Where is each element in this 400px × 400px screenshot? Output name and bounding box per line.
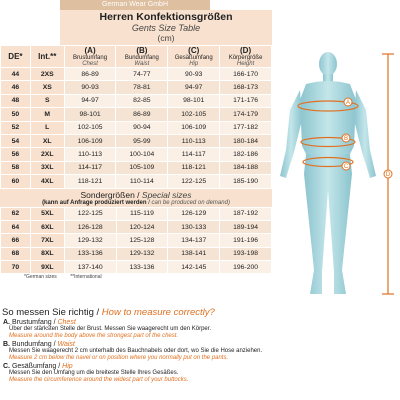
- footnote-int: **International: [70, 274, 102, 281]
- table-row: [1, 234, 272, 247]
- guide-item-text-de: Messen Sie den Umfang um die breiteste Stelle Ihres Gesäßes.: [9, 370, 179, 376]
- cell-de: 48: [1, 94, 31, 107]
- cell-b: 129-132: [116, 247, 168, 260]
- header-de: DE*: [1, 46, 31, 68]
- cell-a: 86-89: [64, 68, 116, 81]
- cell-de: 50: [1, 108, 31, 121]
- cell-c: 126-129: [168, 207, 220, 220]
- guide-item-text-en: Measure 2 cm below the navel or on position where you normally put on the pants.: [9, 355, 229, 361]
- size-table: [0, 45, 272, 189]
- cell-c: 138-141: [168, 247, 220, 260]
- cell-a: 118-121: [64, 175, 116, 188]
- cell-b: 110-114: [116, 175, 168, 188]
- cell-de: 68: [1, 247, 31, 260]
- cell-de: 44: [1, 68, 31, 81]
- marker-a: A: [345, 100, 351, 107]
- special-title-de: Sondergrößen: [80, 189, 135, 200]
- guide-item-name-de: Gesäßumfang: [11, 363, 57, 370]
- guide-item: [0, 319, 400, 340]
- cell-de: 60: [1, 175, 31, 188]
- guide-item: [0, 341, 400, 362]
- table-row: [1, 207, 272, 220]
- cell-b: 100-104: [116, 148, 168, 161]
- cell-int: 4XL: [30, 175, 64, 188]
- footnotes: [0, 274, 272, 282]
- cell-a: 98-101: [64, 108, 116, 121]
- cell-int: XS: [30, 81, 64, 94]
- table-header-row: [1, 46, 272, 68]
- guide-item-heading: B. Bundumfang / Waist: [3, 341, 75, 348]
- cell-b: 78-81: [116, 81, 168, 94]
- table-row: [1, 247, 272, 260]
- table-row: [1, 121, 272, 134]
- guide-item-text-en: Measure around the body above the strongest part of the chest.: [9, 333, 179, 339]
- cell-d: 182-186: [220, 148, 272, 161]
- guide-item-letter: C.: [3, 363, 10, 370]
- cell-int: 8XL: [30, 247, 64, 260]
- cell-int: M: [30, 108, 64, 121]
- cell-a: 137-140: [64, 261, 116, 274]
- cell-c: 142-145: [168, 261, 220, 274]
- special-size-table: [0, 207, 272, 275]
- marker-b: B: [343, 136, 349, 143]
- brand-banner: German Wear GmbH: [60, 0, 210, 10]
- cell-a: 106-109: [64, 134, 116, 147]
- cell-int: XL: [30, 134, 64, 147]
- guide-title: So messen Sie richtig / How to measure correctly?: [2, 307, 215, 318]
- cell-a: 94-97: [64, 94, 116, 107]
- cell-int: L: [30, 121, 64, 134]
- cell-d: 196-200: [220, 261, 272, 274]
- cell-c: 130-133: [168, 220, 220, 233]
- measurement-figure: [276, 50, 398, 302]
- cell-c: 98-101: [168, 94, 220, 107]
- cell-d: 185-190: [220, 175, 272, 188]
- cell-c: 110-113: [168, 134, 220, 147]
- cell-a: 129-132: [64, 234, 116, 247]
- cell-b: 133-136: [116, 261, 168, 274]
- table-row: [1, 220, 272, 233]
- cell-de: 52: [1, 121, 31, 134]
- cell-de: 66: [1, 234, 31, 247]
- special-note-en: can be produced on demand): [151, 199, 230, 206]
- table-row: [1, 94, 272, 107]
- silhouette-shape: [280, 52, 376, 294]
- special-note-de: (kann auf Anfrage produziert werden: [42, 199, 147, 206]
- guide-item-heading: A. Brustumfang / Chest: [3, 319, 76, 326]
- cell-de: 70: [1, 261, 31, 274]
- cell-b: 74-77: [116, 68, 168, 81]
- cell-c: 106-109: [168, 121, 220, 134]
- cell-int: 2XL: [30, 148, 64, 161]
- special-sizes-header: Sondergrößen / Special sizes (kann auf Anfrage produziert werden / can be produced on demand): [0, 189, 272, 207]
- table-unit: (cm): [157, 33, 175, 43]
- cell-b: 82-85: [116, 94, 168, 107]
- cell-int: 9XL: [30, 261, 64, 274]
- table-row: [1, 134, 272, 147]
- cell-de: 62: [1, 207, 31, 220]
- cell-b: 90-94: [116, 121, 168, 134]
- guide-item-name-de: Brustumfang: [11, 319, 52, 326]
- cell-d: 166-170: [220, 68, 272, 81]
- cell-c: 94-97: [168, 81, 220, 94]
- cell-de: 56: [1, 148, 31, 161]
- guide-item-heading: C. Gesäßumfang / Hip: [3, 363, 73, 370]
- cell-d: 174-179: [220, 108, 272, 121]
- cell-c: 134-137: [168, 234, 220, 247]
- header-int: Int.**: [30, 46, 64, 68]
- cell-a: 126-128: [64, 220, 116, 233]
- cell-d: 187-192: [220, 207, 272, 220]
- cell-b: 120-124: [116, 220, 168, 233]
- table-row: [1, 108, 272, 121]
- footnote-de: *German sizes: [24, 274, 57, 281]
- cell-d: 193-198: [220, 247, 272, 260]
- header-chest: (A) Brustumfang Chest: [64, 46, 116, 68]
- table-row: [1, 261, 272, 274]
- guide-item: [0, 363, 400, 384]
- guide-items: [0, 319, 400, 384]
- cell-b: 105-109: [116, 161, 168, 174]
- cell-int: 3XL: [30, 161, 64, 174]
- guide-item-name-en: Chest: [57, 319, 76, 326]
- cell-d: 168-173: [220, 81, 272, 94]
- cell-c: 118-121: [168, 161, 220, 174]
- standard-sizes-body: [1, 68, 272, 189]
- cell-c: 114-117: [168, 148, 220, 161]
- table-row: [1, 148, 272, 161]
- cell-a: 133-136: [64, 247, 116, 260]
- table-row: [1, 175, 272, 188]
- cell-d: 171-176: [220, 94, 272, 107]
- cell-d: 191-196: [220, 234, 272, 247]
- cell-c: 122-125: [168, 175, 220, 188]
- cell-int: 6XL: [30, 220, 64, 233]
- cell-int: 5XL: [30, 207, 64, 220]
- cell-c: 102-105: [168, 108, 220, 121]
- cell-b: 86-89: [116, 108, 168, 121]
- cell-int: S: [30, 94, 64, 107]
- cell-c: 90-93: [168, 68, 220, 81]
- cell-d: 177-182: [220, 121, 272, 134]
- table-row: [1, 68, 272, 81]
- cell-de: 46: [1, 81, 31, 94]
- cell-a: 114-117: [64, 161, 116, 174]
- cell-b: 115-119: [116, 207, 168, 220]
- cell-int: 7XL: [30, 234, 64, 247]
- cell-d: 184-188: [220, 161, 272, 174]
- table-title-block: [60, 10, 272, 45]
- size-table-panel: [0, 0, 272, 282]
- header-height: (D) Körpergröße Height: [220, 46, 272, 68]
- cell-de: 64: [1, 220, 31, 233]
- body-silhouette: [276, 50, 398, 302]
- cell-int: 2XS: [30, 68, 64, 81]
- header-hip: (C) Gesäßumfang Hip: [168, 46, 220, 68]
- marker-c: C: [343, 164, 349, 171]
- table-row: [1, 81, 272, 94]
- guide-item-letter: B.: [3, 341, 10, 348]
- header-waist: (B) Bundumfang Waist: [116, 46, 168, 68]
- cell-d: 180-184: [220, 134, 272, 147]
- cell-de: 54: [1, 134, 31, 147]
- table-row: [1, 161, 272, 174]
- cell-b: 125-128: [116, 234, 168, 247]
- cell-a: 102-105: [64, 121, 116, 134]
- cell-de: 58: [1, 161, 31, 174]
- guide-item-text-de: Über der stärksten Stelle der Brust. Messen Sie waagerecht um den Körper.: [9, 326, 212, 332]
- special-sizes-body: [1, 207, 272, 274]
- guide-title-de: So messen Sie richtig: [2, 307, 94, 318]
- cell-b: 95-99: [116, 134, 168, 147]
- guide-item-name-de: Bundumfang: [11, 341, 52, 348]
- guide-title-en: How to measure correctly?: [101, 307, 215, 318]
- guide-item-letter: A.: [3, 319, 10, 326]
- table-title: Herren Konfektionsgrößen: [99, 11, 233, 23]
- cell-a: 110-113: [64, 148, 116, 161]
- cell-d: 189-194: [220, 220, 272, 233]
- guide-item-text-de: Messen Sie waagerecht 2 cm unterhalb des Bauchnabels oder dort, wo Sie die Hose anziehen.: [9, 348, 263, 354]
- guide-item-name-en: Waist: [57, 341, 75, 348]
- guide-item-name-en: Hip: [62, 363, 73, 370]
- guide-item-text-en: Measure the circumference around the widest part of your buttocks.: [9, 377, 189, 383]
- table-subtitle: Gents Size Table: [131, 23, 201, 33]
- measure-guide: [0, 307, 400, 384]
- marker-d: D: [385, 172, 391, 179]
- cell-a: 122-125: [64, 207, 116, 220]
- cell-a: 90-93: [64, 81, 116, 94]
- special-title-en: Special sizes: [141, 189, 192, 200]
